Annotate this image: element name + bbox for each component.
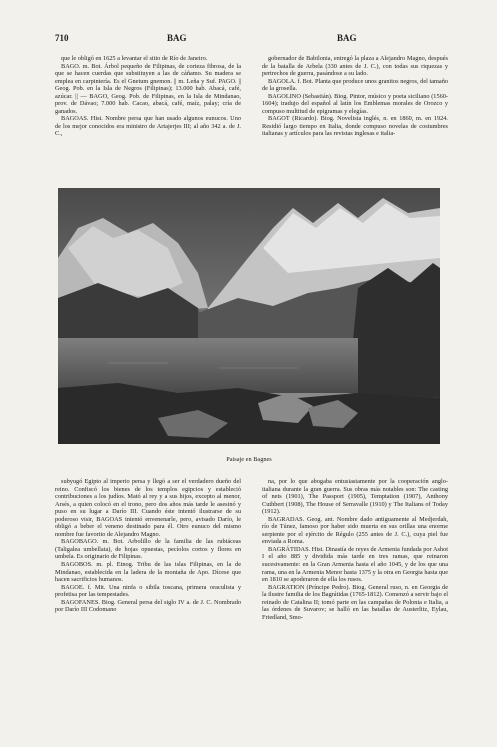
column-upper-right	[262, 55, 448, 138]
running-headword-left: BAG	[167, 33, 187, 43]
entry-paragraph: gobernador de Babilonia, entregó la plaza a Alejandro Magno, después de la batalla de Arbela (330 antes de J. C.), con todas sus riquezas y pertrechos de guerra, pasándose a su lado.	[262, 55, 448, 78]
column-lower-right	[262, 478, 448, 621]
mountain-lake-illustration	[58, 188, 440, 444]
entry-paragraph: BAGO. m. Bot. Árbol pequeño de Filipinas, de corteza fibrosa, de la que se hacen cuerdas que substituyen a las de cáñamo. Su madera se emplea en carpintería. Es el Gnetum gnemon. || m. Leña y Suf. PAGO. || Geog. Pob. en la Isla de Negros (Filipinas); 13.000 hab. Abacá, café, azúcar. || — BAGO, Geog. Pob. de Filipinas, en la Isla de Mindanao, prov. de Dávao; 7.000 hab. Cacao, abacá, café, maíz, palay; cría de ganados.	[55, 62, 241, 115]
entry-paragraph: BAGOBAGO. m. Bot. Arbolillo de la familia de las rubiáceas (Taligalea umbellata), de hojas opuestas, pecíolos cortos y flores en umbela. Es originario de Filipinas.	[55, 538, 241, 561]
entry-paragraph: BAGRÁTIDAS. Hist. Dinastía de reyes de Armenia fundada por Ashot I el año 885 y dividida más tarde en tres ramas, que reinaron sucesivamente: en la Gran Armenia hasta el año 1045, y de los que una rama, una en la Armenia Menor hasta 1375 y la otra en Georgia hasta que en 1810 se apoderaron de ella los rusos.	[262, 545, 448, 584]
entry-paragraph: que le obligó en 1625 a levantar el sitio de Río de Janeiro.	[61, 55, 208, 62]
entry-paragraph: na, por lo que abogaba entusiastamente por la cooperación anglo-italiana durante la gran guerra. Sus obras más notables son: The casting of nets (1901), The Passport (1905), Temptation (1907), Anthony Cuthbert (1908), The House of Serravalle (1910) y The Italians of Today (1912).	[262, 478, 448, 516]
entry-paragraph: BAGOBOS. m. pl. Etnog. Tribu de las islas Filipinas, en la de Mindanao, establecida en la ladera de la montaña de Apo. Dícese que hacen sacrificios humanos.	[55, 561, 241, 584]
page-number: 710	[55, 33, 69, 43]
entry-paragraph: subyugó Egipto al imperio persa y llegó a ser el verdadero dueño del reino. Confiscó los bienes de los templos egipcios y estableció contribuciones a los judíos. Mató al rey y a sus hijos, excepto al menor, Arsés, a quien colocó en el trono, pero dos años más tarde le asesinó y puso en su lugar a Darío III. Cuando éste intentó ilustrarse de su poderoso visir, BAGOAS intentó envenenarle, pero, avisado Darío, le obligó a beber el veneno destinado para él. Otro eunuco del mismo nombre fue favorito de Alejandro Magno.	[55, 478, 241, 538]
entry-paragraph: BAGOFANES. Biog. General persa del siglo IV a. de J. C. Nombrado por Darío III Codomano	[55, 598, 241, 614]
entry-paragraph: BAGOLA. f. Bot. Planta que produce unos granitos negros, del tamaño de la grosella.	[262, 77, 448, 93]
landscape-photo	[58, 188, 440, 444]
photo-caption: Paisaje en Bagnes	[226, 456, 272, 463]
entry-paragraph: BAGOE. f. Mit. Una ninfa o sibila toscana, primera oraculista y profetisa por las tempestades.	[55, 583, 241, 599]
entry-paragraph: BAGOT (Ricardo). Biog. Novelista inglés, n. en 1860, m. en 1924. Residió largo tiempo en Italia, donde compuso novelas de costumbres italianas y artículos para las revistas inglesas e italia-	[262, 115, 448, 138]
entry-paragraph: BAGOAS. Hist. Nombre persa que han usado algunos eunucos. Uno de los mejor conocidos era ministro de Artajerjes III; al año 342 a. de J. C.,	[55, 115, 241, 138]
entry-paragraph: BAGRADAS. Geog. ant. Nombre dado antiguamente al Medjerdah, río de Túnez, famoso por haber sido muerta en sus orillas una enorme serpiente por el ejército de Régulo (255 antes de J. C.), cuya piel fue enviada a Roma.	[262, 515, 448, 546]
entry-paragraph: BAGRATION (Príncipe Pedro). Biog. General ruso, n. en Georgia de la ilustre familia de los Bagrátidas (1765-1812). Comenzó a servir bajo el reinado de Catalina II; tomó parte en las campañas de Polonia e Italia, a las órdenes de Suvarov; se halló en las batallas de Austerlitz, Eylau, Friedland, Smo-	[262, 583, 448, 621]
entry-paragraph: BAGOLINO (Sebastián). Biog. Pintor, músico y poeta siciliano (1560-1604); tradujo del español al latín los Emblemas morales de Orozco y compuso multitud de epigramas y elegías.	[262, 92, 448, 115]
column-lower-left	[55, 478, 241, 614]
running-headword-right: BAG	[337, 33, 357, 43]
running-header	[55, 33, 450, 47]
column-upper-left	[55, 55, 241, 138]
